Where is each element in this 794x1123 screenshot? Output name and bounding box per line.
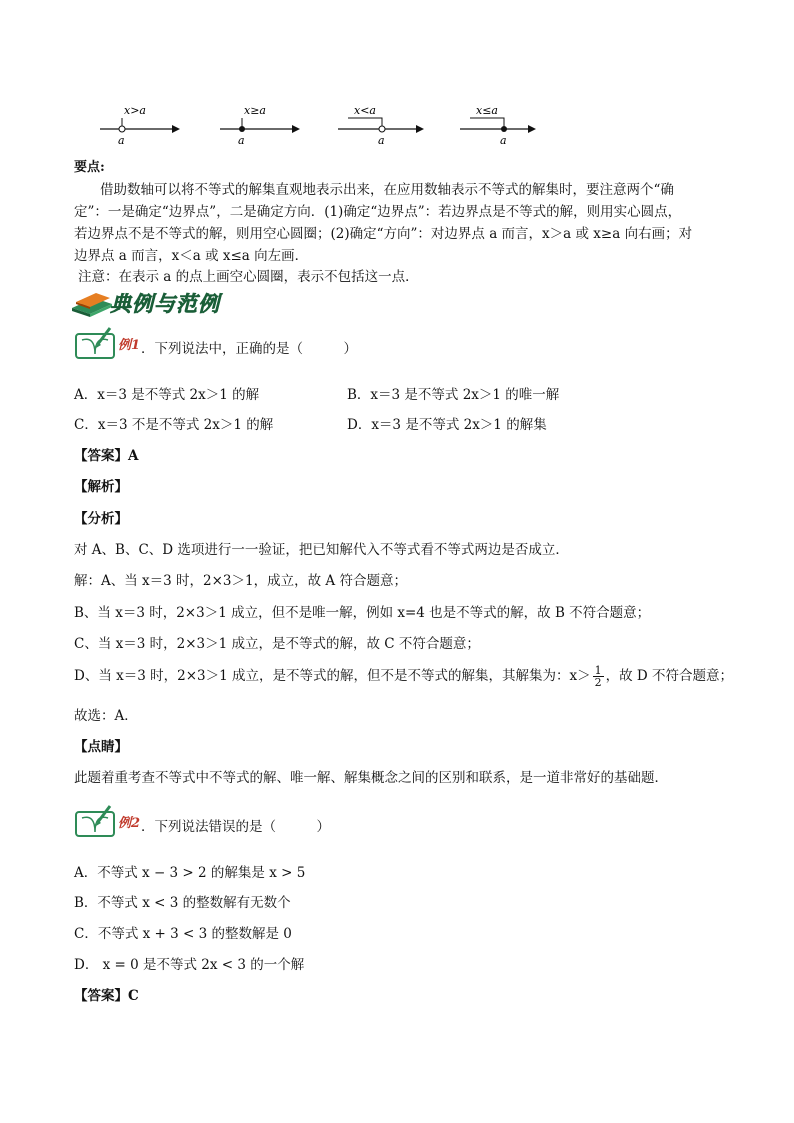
key-points-line-1: 借助数轴可以将不等式的解集直观地表示出来，在应用数轴表示不等式的解集时，要注意两个“确 xyxy=(100,182,674,198)
example-2-option-a: A．不等式 x − 3 > 2 的解集是 x > 5 xyxy=(74,865,306,881)
number-line-x-lt-a xyxy=(338,98,428,148)
number-line-x-gt-a xyxy=(100,98,190,148)
notebook-pencil-icon xyxy=(74,326,118,360)
fraction-denominator: 2 xyxy=(594,676,602,689)
notebook-pencil-icon xyxy=(74,804,118,838)
number-line-label: x<a xyxy=(354,104,376,117)
example-2-option-d: D． x = 0 是不等式 2x < 3 的一个解 xyxy=(74,957,305,973)
example-1-solution-d-post: ，故 D 不符合题意； xyxy=(605,668,733,684)
example-1-fenxi-head: 【分析】 xyxy=(74,511,128,527)
number-line-label: x≥a xyxy=(244,104,266,117)
key-points-title: 要点: xyxy=(74,160,105,175)
key-points-line-3: 若边界点不是不等式的解，则用空心圆圈；(2)确定“方向”：对边界点 a 而言，x＞a 或 x≥a 向右画；对 xyxy=(74,226,693,242)
example-2-option-b: B．不等式 x < 3 的整数解有无数个 xyxy=(74,895,291,911)
example-2-answer: 【答案】C xyxy=(74,988,139,1004)
number-line-x-ge-a xyxy=(220,98,310,148)
example-1-solution-a: 解：A、当 x＝3 时，2×3＞1，成立，故 A 符合题意； xyxy=(74,573,407,589)
fraction xyxy=(593,665,604,688)
key-points-line-2: 定”：一是确定“边界点”，二是确定方向．(1)确定“边界点”：若边界点是不等式的解，则用实心圆点， xyxy=(74,204,682,220)
number-line-point: a xyxy=(118,134,125,147)
key-points-note: 注意：在表示 a 的点上画空心圆圈，表示不包括这一点． xyxy=(78,269,419,285)
number-line-point: a xyxy=(500,134,507,147)
example-1-label: 例1 xyxy=(118,338,141,353)
example-2-option-c: C．不等式 x + 3 < 3 的整数解是 0 xyxy=(74,926,292,942)
example-1-solution-c: C、当 x＝3 时，2×3＞1 成立，是不等式的解，故 C 不符合题意； xyxy=(74,636,480,652)
example-1-question: ．下列说法中，正确的是（ ） xyxy=(141,341,357,357)
example-1-choose: 故选：A． xyxy=(74,708,138,724)
key-points-line-4: 边界点 a 而言，x＜a 或 x≤a 向左画． xyxy=(74,248,309,264)
example-1-dianjing-head: 【点睛】 xyxy=(74,739,128,755)
example-1-option-c: C．x＝3 不是不等式 2x＞1 的解 xyxy=(74,417,274,433)
example-1-analysis-head: 【解析】 xyxy=(74,479,128,495)
number-line-x-le-a xyxy=(460,98,550,148)
example-1-fenxi: 对 A、B、C、D 选项进行一一验证，把已知解代入不等式看不等式两边是否成立． xyxy=(74,542,569,558)
number-line-point: a xyxy=(378,134,385,147)
section-banner xyxy=(70,286,270,320)
section-banner-text: 典例与范例 xyxy=(110,292,220,316)
example-1-dianjing: 此题着重考查不等式中不等式的解、唯一解、解集概念之间的区别和联系，是一道非常好的基础题． xyxy=(74,770,668,786)
example-2-label: 例2 xyxy=(118,816,141,831)
books-icon xyxy=(70,288,114,318)
example-1-solution-d-pre: D、当 x＝3 时，2×3＞1 成立，是不等式的解，但不是不等式的解集，其解集为：x＞ xyxy=(74,668,591,684)
number-line-point: a xyxy=(238,134,245,147)
fraction-numerator: 1 xyxy=(594,664,602,677)
example-1-answer: 【答案】A xyxy=(74,448,139,464)
example-1-solution-d xyxy=(74,664,733,688)
example-2-question: ．下列说法错误的是（ ） xyxy=(141,819,330,835)
example-1-option-d: D．x＝3 是不等式 2x＞1 的解集 xyxy=(347,417,547,433)
example-1-option-a: A．x＝3 是不等式 2x＞1 的解 xyxy=(74,387,260,403)
example-1-option-b: B．x＝3 是不等式 2x＞1 的唯一解 xyxy=(347,387,560,403)
example-1-solution-b: B、当 x＝3 时，2×3＞1 成立，但不是唯一解，例如 x=4 也是不等式的解，故 B 不符合题意； xyxy=(74,605,651,621)
number-line-label: x≤a xyxy=(476,104,498,117)
number-line-label: x>a xyxy=(124,104,146,117)
